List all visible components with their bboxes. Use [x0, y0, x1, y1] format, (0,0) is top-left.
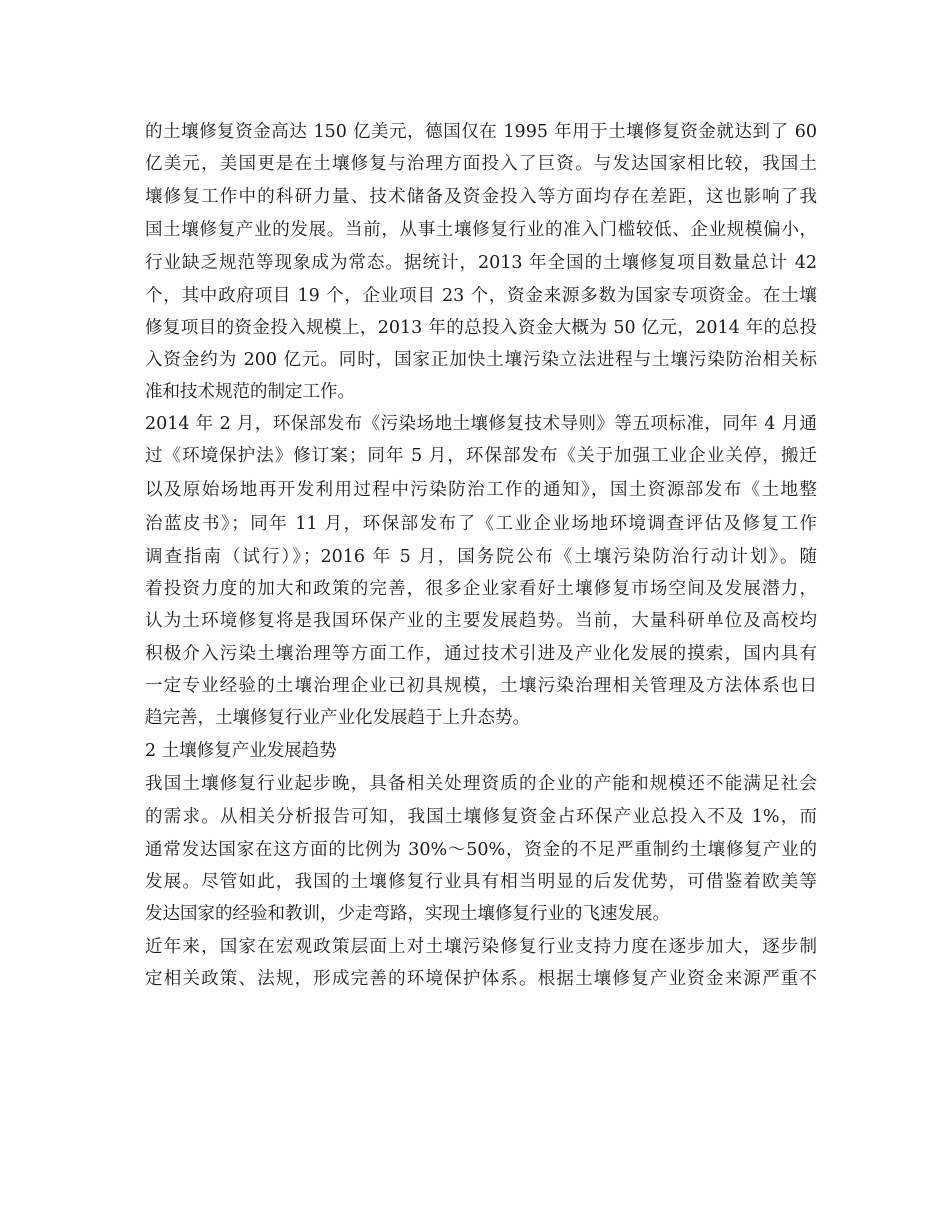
- text-line-14: 调查指南（试行）》；2016 年 5 月，国务院公布《土壤污染防治行动计划》。随: [145, 547, 817, 567]
- text-line-7: 修复项目的资金投入规模上，2013 年的总投入资金大概为 50 亿元，2014 年的总投: [145, 318, 817, 338]
- text-line-17: 积极介入污染土壤治理等方面工作，通过技术引进及产业化发展的摸索，国内具有: [145, 644, 817, 664]
- text-line-6: 个，其中政府项目 19 个，企业项目 23 个，资金来源多数为国家专项资金。在土壤: [145, 286, 817, 306]
- text-line-22: 的需求。从相关分析报告可知，我国土壤修复资金占环保产业总投入不及 1%，而: [145, 807, 817, 827]
- text-line-3: 壤修复工作中的科研力量、技术储备及资金投入等方面均存在差距，这也影响了我: [145, 187, 817, 207]
- text-line-24: 发展。尽管如此，我国的土壤修复行业具有相当明显的后发优势，可借鉴着欧美等: [145, 872, 817, 892]
- text-line-16: 认为土环境修复将是我国环保产业的主要发展趋势。当前，大量科研单位及高校均: [145, 611, 817, 631]
- text-line-27: 定相关政策、法规，形成完善的环境保护体系。根据土壤修复产业资金来源严重不: [145, 969, 817, 989]
- text-line-9: 准和技术规范的制定工作。: [145, 382, 355, 402]
- text-line-12: 以及原始场地再开发利用过程中污染防治工作的通知》，国土资源部发布《土地整: [145, 480, 817, 500]
- text-line-19: 趋完善，土壤修复行业产业化发展趋于上升态势。: [145, 708, 530, 728]
- text-line-26: 近年来，国家在宏观政策层面上对土壤污染修复行业支持力度在逐步加大，逐步制: [145, 937, 817, 957]
- text-line-25: 发达国家的经验和教训，少走弯路，实现土壤修复行业的飞速发展。: [145, 904, 670, 924]
- text-line-4: 国土壤修复产业的发展。当前，从事土壤修复行业的准入门槛较低、企业规模偏小，: [145, 220, 817, 240]
- text-line-2: 亿美元，美国更是在土壤修复与治理方面投入了巨资。与发达国家相比较，我国土: [145, 154, 817, 174]
- text-line-18: 一定专业经验的土壤治理企业已初具规模，土壤污染治理相关管理及方法体系也日: [145, 676, 817, 696]
- text-line-21: 我国土壤修复行业起步晚，具备相关处理资质的企业的产能和规模还不能满足社会: [145, 774, 817, 794]
- text-line-13: 治蓝皮书》；同年 11 月，环保部发布了《工业企业场地环境调查评估及修复工作: [145, 514, 817, 534]
- text-line-15: 着投资力度的加大和政策的完善，很多企业家看好土壤修复市场空间及发展潜力，: [145, 579, 817, 599]
- text-line-23: 通常发达国家在这方面的比例为 30%～50%，资金的不足严重制约土壤修复产业的: [145, 840, 817, 860]
- text-line-5: 行业缺乏规范等现象成为常态。据统计，2013 年全国的土壤修复项目数量总计 42: [145, 253, 817, 273]
- text-line-1: 的土壤修复资金高达 150 亿美元，德国仅在 1995 年用于土壤修复资金就达到了 60: [145, 122, 817, 142]
- text-line-10: 2014 年 2 月，环保部发布《污染场地土壤修复技术导则》等五项标准，同年 4 月通: [145, 414, 817, 434]
- text-line-8: 入资金约为 200 亿元。同时，国家正加快土壤污染立法进程与土壤污染防治相关标: [145, 350, 817, 370]
- section-heading: 2 土壤修复产业发展趋势: [145, 741, 337, 761]
- text-line-11: 过《环境保护法》修订案；同年 5 月，环保部发布《关于加强工业企业关停，搬迁: [145, 446, 817, 466]
